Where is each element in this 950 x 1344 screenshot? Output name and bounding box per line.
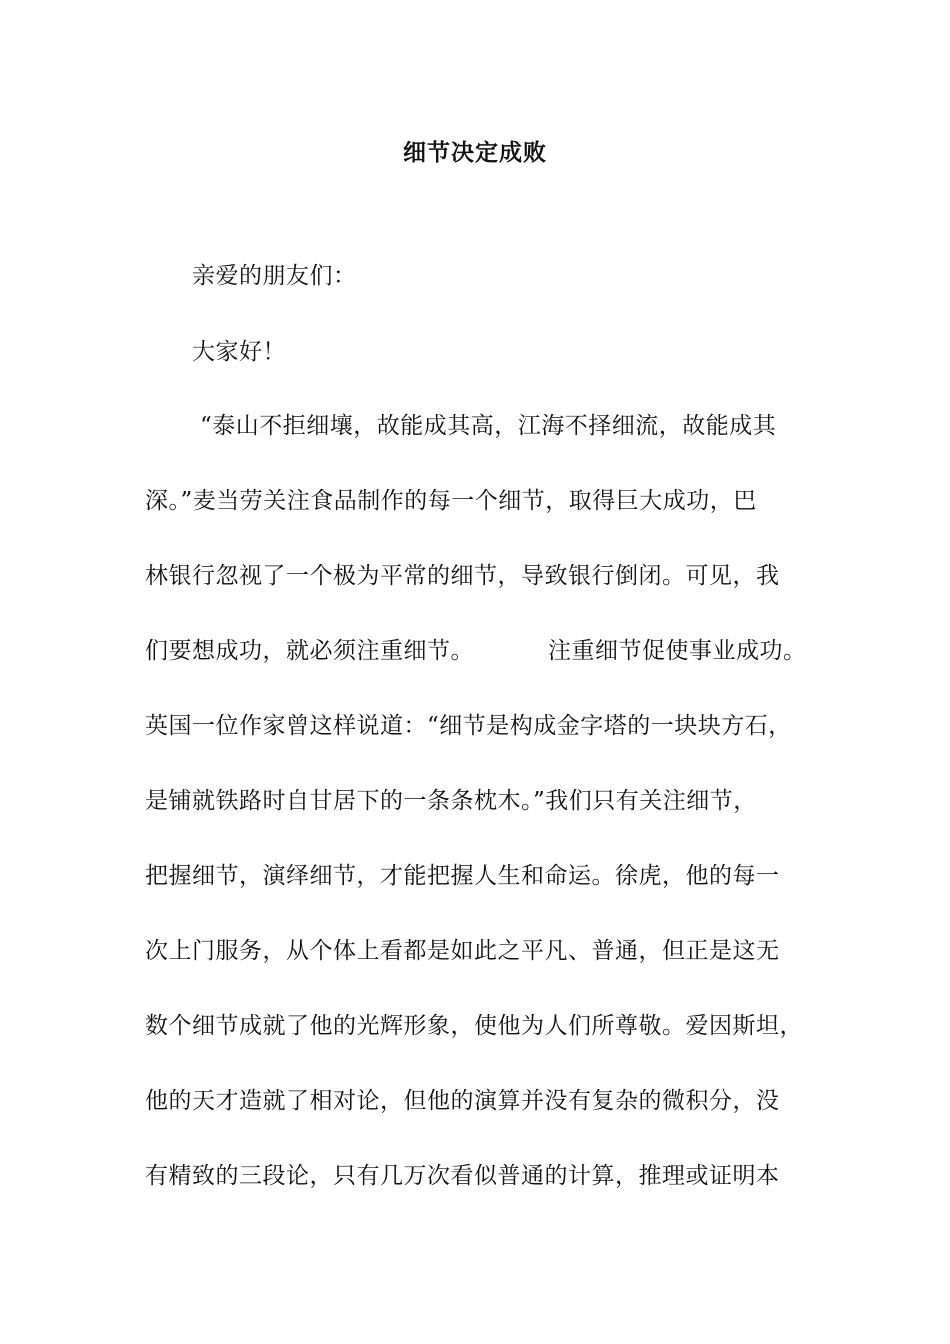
document-title: 细节决定成败 — [403, 139, 547, 166]
body-line: 深。”麦当劳关注食品制作的每一个细节，取得巨大成功，巴 — [145, 488, 757, 514]
body-line — [145, 635, 835, 667]
body-line-segment: 们要想成功，就必须注重细节。 — [145, 638, 474, 664]
salutation: 亲爱的朋友们： — [192, 263, 357, 289]
body-line: 有精致的三段论，只有几万次看似普通的计算，推理或证明本 — [145, 1163, 780, 1189]
body-line: 把握细节，演绎细节，才能把握人生和命运。徐虎，他的每一 — [145, 863, 780, 889]
body-line: 他的天才造就了相对论，但他的演算并没有复杂的微积分，没 — [145, 1088, 780, 1114]
body-line: 林银行忽视了一个极为平常的细节，导致银行倒闭。可见，我 — [145, 563, 780, 589]
body-line: 英国一位作家曾这样说道：“细节是构成金字塔的一块块方石， — [145, 713, 792, 739]
body-line: 数个细节成就了他的光辉形象，使他为人们所尊敬。爱因斯坦， — [145, 1013, 803, 1039]
body-line: “泰山不拒细壤，故能成其高，江海不择细流，故能成其 — [200, 413, 777, 439]
body-line: 次上门服务，从个体上看都是如此之平凡、普通，但正是这无 — [145, 938, 780, 964]
body-line: 是铺就铁路时自甘居下的一条条枕木。”我们只有关注细节， — [145, 788, 757, 814]
greeting: 大家好！ — [192, 339, 286, 365]
body-line-segment: 注重细节促使事业成功。 — [548, 638, 807, 664]
